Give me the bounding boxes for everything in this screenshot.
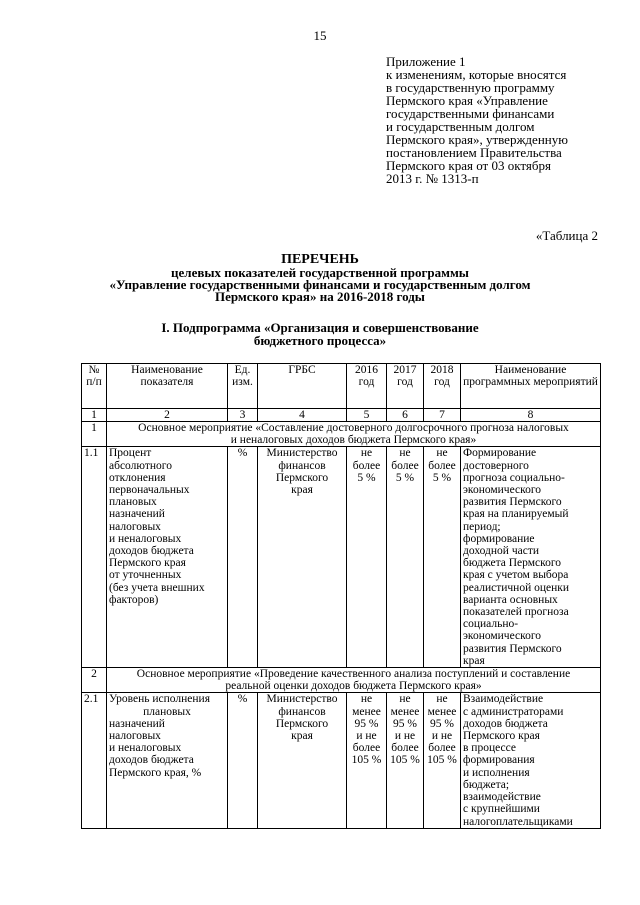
appendix-line: 2013 г. № 1313-п — [386, 171, 479, 186]
section-row — [82, 668, 601, 693]
text-line: доходов бюджета — [463, 717, 548, 730]
program-measures — [461, 693, 601, 828]
text-line: Процент — [109, 447, 152, 460]
text-line: более — [391, 459, 419, 472]
text-line: налогоплательщиками — [463, 815, 573, 828]
text-line: развития Пермского — [463, 642, 562, 655]
text-line: плановых — [109, 496, 157, 509]
indicators-table — [81, 363, 601, 829]
section-title — [107, 422, 601, 447]
text-line: в процессе — [463, 742, 516, 755]
text-line: налоговых — [109, 520, 161, 533]
subtitle-line: I. Подпрограмма «Организация и совершенствование — [161, 320, 479, 335]
text-line: не — [436, 447, 448, 460]
text-line: плановых — [143, 705, 191, 718]
text-line: период; — [463, 520, 501, 533]
text-line: назначений — [109, 717, 165, 730]
text-line: бюджета Пермского — [463, 557, 562, 570]
text-line: финансов — [278, 459, 326, 472]
text-line: абсолютного — [109, 459, 172, 472]
text-line: назначений — [109, 508, 165, 521]
text-line: 95 % — [393, 717, 417, 730]
text-line: Пермского края, % — [109, 766, 202, 779]
column-number: 8 — [461, 409, 601, 422]
section-line: Основное мероприятие «Составление достоверного долгосрочного прогноза налоговых — [138, 422, 569, 434]
text-line: Пермского края — [109, 557, 186, 570]
appendix-line: в государственную программу — [386, 80, 555, 95]
text-line: и не — [356, 730, 377, 743]
text-line: доходов бюджета — [109, 545, 194, 558]
column-number: 5 — [347, 409, 387, 422]
title-heading: ПЕРЕЧЕНЬ — [281, 252, 359, 267]
text-line: 105 % — [390, 754, 420, 767]
text-line: реалистичной оценки — [463, 581, 569, 594]
appendix-line: Приложение 1 — [386, 54, 466, 69]
value-2017 — [387, 693, 424, 828]
text-line: не — [436, 693, 448, 706]
text-line: края — [291, 730, 313, 743]
table-row — [82, 693, 601, 828]
unit-cell: % — [228, 693, 258, 828]
table-label: «Таблица 2 — [535, 228, 598, 243]
text-line: Пермского края — [463, 730, 540, 743]
header-2016: 2016 год — [347, 364, 387, 409]
text-line: факторов) — [109, 593, 159, 606]
text-line: достоверного — [463, 459, 529, 472]
text-line: 5 % — [432, 471, 452, 484]
text-line: менее — [390, 705, 420, 718]
column-numbers-row — [82, 409, 601, 422]
text-line: экономического — [463, 630, 542, 643]
text-line: и не — [394, 730, 416, 743]
text-line: социально- — [463, 618, 519, 631]
column-number: 2 — [107, 409, 228, 422]
grbs-cell — [258, 447, 347, 668]
text-line: менее — [427, 705, 457, 718]
text-line: Уровень исполнения — [109, 693, 210, 706]
indicator-name — [107, 693, 228, 828]
section-num: 1 — [82, 422, 107, 447]
appendix-line: к изменениям, которые вносятся — [386, 67, 567, 82]
header-name: Наименование показателя — [107, 364, 228, 409]
appendix-line: постановлением Правительства — [386, 145, 562, 160]
text-line: не — [399, 447, 411, 460]
section-line: и неналоговых доходов бюджета Пермского края» — [230, 434, 477, 447]
section-line: Основное мероприятие «Проведение качественного анализа поступлений и составление — [136, 668, 571, 681]
page-number: 15 — [313, 28, 327, 43]
text-line: финансов — [278, 705, 326, 718]
subprogram-title — [40, 321, 600, 347]
text-line: налоговых — [109, 730, 161, 743]
text-line: Министерство — [266, 693, 338, 706]
text-line: от уточненных — [109, 569, 182, 582]
document-title — [40, 253, 600, 303]
text-line: и не — [431, 730, 453, 743]
text-line: 5 % — [395, 471, 415, 484]
text-line: не — [399, 693, 411, 706]
text-line: более — [352, 742, 381, 755]
text-line: края на планируемый — [463, 508, 569, 521]
value-2018 — [424, 447, 461, 668]
text-line: края с учетом выбора — [463, 569, 569, 582]
section-row — [82, 422, 601, 447]
text-line: с администраторами — [463, 705, 564, 718]
text-line: и неналоговых — [109, 742, 182, 755]
text-line: края — [463, 654, 485, 667]
section-num: 2 — [82, 668, 107, 693]
section-line: реальной оценки доходов бюджета Пермского края» — [225, 680, 482, 693]
header-unit: Ед. изм. — [228, 364, 258, 409]
text-line: доходов бюджета — [109, 754, 194, 767]
value-2016 — [347, 693, 387, 828]
program-measures — [461, 447, 601, 668]
text-line: (без учета внешних — [109, 581, 205, 594]
text-line: Министерство — [266, 447, 338, 460]
title-line: Пермского края» на 2016-2018 годы — [215, 289, 425, 304]
text-line: Пермского — [275, 717, 329, 730]
row-num: 1.1 — [82, 447, 107, 668]
text-line: экономического — [463, 484, 542, 497]
appendix-line: Пермского края от 03 октября — [386, 158, 551, 173]
text-line: доходной части — [463, 545, 540, 558]
header-num: № п/п — [82, 364, 107, 409]
table-header-row — [82, 364, 601, 409]
header-programs: Наименование программных мероприятий — [461, 364, 601, 409]
unit-cell: % — [228, 447, 258, 668]
text-line: более — [428, 742, 456, 755]
text-line: прогноза социально- — [463, 471, 565, 484]
section-title — [107, 668, 601, 693]
appendix-line: государственными финансами — [386, 106, 555, 121]
text-line: не — [360, 447, 373, 460]
value-2016 — [347, 447, 387, 668]
text-line: варианта основных — [463, 593, 558, 606]
text-line: развития Пермского — [463, 496, 562, 509]
text-line: Формирование — [463, 447, 537, 460]
appendix-line: и государственным долгом — [386, 119, 535, 134]
text-line: Пермского — [275, 471, 329, 484]
text-line: формирование — [463, 532, 535, 545]
column-number: 4 — [258, 409, 347, 422]
subtitle-line: бюджетного процесса» — [253, 333, 387, 348]
column-number: 6 — [387, 409, 424, 422]
indicator-name — [107, 447, 228, 668]
text-line: первоначальных — [109, 484, 190, 497]
text-line: 95 % — [354, 717, 379, 730]
text-line: более — [391, 742, 419, 755]
header-grbs: ГРБС — [258, 364, 347, 409]
text-line: не — [360, 693, 373, 706]
value-2018 — [424, 693, 461, 828]
value-2017 — [387, 447, 424, 668]
text-line: 105 % — [427, 754, 457, 767]
header-2017: 2017 год — [387, 364, 424, 409]
text-line: 105 % — [351, 754, 382, 767]
header-2018: 2018 год — [424, 364, 461, 409]
text-line: с крупнейшими — [463, 803, 540, 816]
text-line: 5 % — [357, 471, 376, 484]
appendix-line: Пермского края», утвержденную — [386, 132, 568, 147]
title-line: «Управление государственными финансами и государственным долгом — [109, 277, 531, 292]
grbs-cell — [258, 693, 347, 828]
column-number: 1 — [82, 409, 107, 422]
column-number: 7 — [424, 409, 461, 422]
appendix-line: Пермского края «Управление — [386, 93, 548, 108]
text-line: края — [291, 484, 313, 497]
title-line: целевых показателей государственной программы — [171, 265, 469, 280]
text-line: более — [352, 459, 381, 472]
text-line: бюджета; — [463, 778, 510, 791]
text-line: взаимодействие — [463, 791, 541, 804]
text-line: показателей прогноза — [463, 606, 569, 619]
text-line: отклонения — [109, 471, 166, 484]
row-num: 2.1 — [82, 693, 107, 828]
table-row — [82, 447, 601, 668]
text-line: менее — [352, 705, 381, 718]
text-line: более — [428, 459, 456, 472]
text-line: и неналоговых — [109, 532, 182, 545]
column-number: 3 — [228, 409, 258, 422]
appendix-block — [386, 55, 568, 185]
text-line: 95 % — [430, 717, 454, 730]
text-line: Взаимодействие — [463, 693, 544, 706]
text-line: формирования — [463, 754, 535, 767]
text-line: и исполнения — [463, 766, 530, 779]
